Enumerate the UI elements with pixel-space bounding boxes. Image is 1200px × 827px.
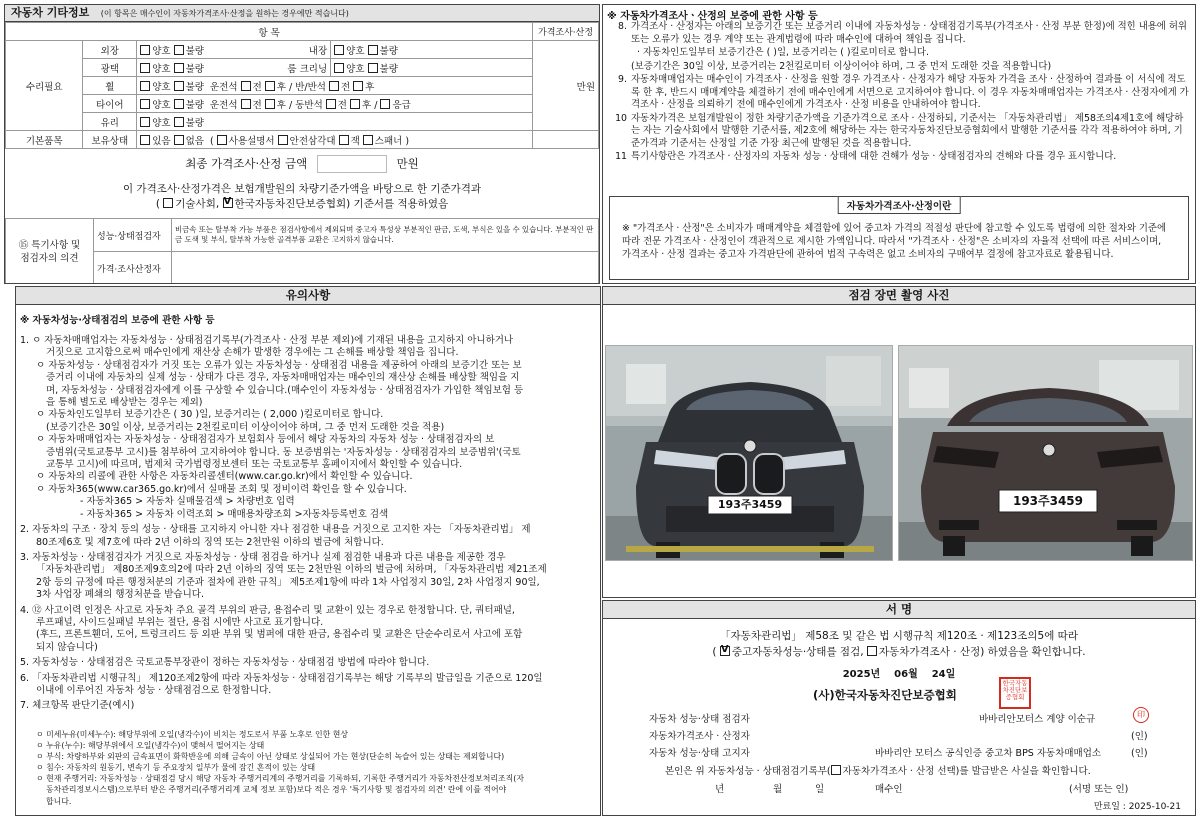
basis-opt1-label: 기술사회 (175, 198, 216, 210)
criteria-line: ㅇ 미세누유(미세누수): 해당부위에 오일(냉각수)이 비치는 정도로서 부품 노후로 인한 현상 (36, 730, 348, 739)
vehicle-other-info-panel (4, 4, 600, 284)
other-info-table: 항 목 가격조사·산정 수리필요 외장 양호 불량 내장 양호 불량 만원 광택 양호 불량 룸 크리닝 양호 불량 휠 양호 불량 운전석 전 후 / 반/반석 전 후 타이어 양호 불량 운전석 전 후 / 동반석 전 후 / 응급 유리 양호 불량 기본품목 보유상태 있음 없음 ( 사용설명서 안전삼각대 잭 스패너 ) (5, 22, 599, 149)
good-label: 양호 (346, 45, 365, 57)
interior-label: 내장 (308, 45, 328, 57)
price-assessor-seal: (인) (1131, 731, 1148, 742)
legal-line2: ( V중고자동차성능·상태를 점검, 자동차가격조사 · 산정) 하였음을 확인합니다. (603, 644, 1195, 659)
panel-note: (이 항목은 매수인이 자동차가격조사·산정을 원하는 경우에만 적습니다) (100, 9, 349, 18)
notices-subtitle: ※ 자동차성능·상태점검의 보증에 관한 사항 등 (20, 315, 215, 326)
front-car-photo (605, 345, 893, 561)
inspection-photos-panel (602, 286, 1196, 598)
good-label: 양호 (152, 45, 171, 57)
issue-a: 본인은 위 자동차성능 · 상태점검기록부( (665, 766, 831, 777)
possession-label: 보유상태 (83, 131, 137, 149)
have-label: 있음 (152, 135, 171, 147)
notices-panel (15, 286, 601, 816)
wheel-front-r-checkbox[interactable] (329, 81, 339, 91)
inspector-value: 바바리안모터스 계양 이순규 (979, 714, 1096, 725)
notice-line: ㅇ 자동차매매업자는 자동차성능 · 상태점검자가 보험회사 등에서 해당 자동차의 자동차 성능 · 상태점검자의 보 (36, 434, 495, 446)
buyer-sign: (서명 또는 인) (1069, 784, 1129, 795)
rear-label: 후 (362, 99, 372, 111)
notice-line: 2항 등의 규정에 따른 행정처분의 기준과 절차에 관한 규칙」 제5조제1항에 따라 1차 사업정지 30일, 2차 사업정지 90일, (36, 576, 540, 588)
good-label: 양호 (152, 117, 171, 129)
issue-b: 자동차가격조사 · 산정 선택)를 발급받은 사실을 확인합니다. (842, 766, 1091, 777)
exterior-bad-checkbox[interactable] (174, 45, 184, 55)
panel-title: 자동차 기타정보 (11, 6, 90, 19)
price-check-checkbox[interactable] (867, 646, 877, 656)
notice-line: 5. 자동차성능 · 상태점검은 국토교통부장관이 정하는 자동차성능 · 상태점검 방법에 따라야 합니다. (20, 657, 430, 669)
room-bad-checkbox[interactable] (368, 63, 378, 73)
notice-line: 3차 사업장 폐쇄의 행정처분을 받습니다. (36, 589, 204, 601)
notice-line: ㅇ 자동차365(www.car365.go.kr)에서 실매물 조회 및 정비이력 확인을 할 수 있습니다. (36, 483, 407, 495)
tire-spare-checkbox[interactable] (380, 99, 390, 109)
buyer-day: 일 (815, 784, 825, 795)
jack-checkbox[interactable] (339, 135, 349, 145)
issue-confirm (665, 763, 1091, 777)
tire-good-checkbox[interactable] (140, 99, 150, 109)
final-amount-row (5, 155, 599, 173)
buyer-label: 매수인 (875, 784, 903, 795)
notifier-value: 바바리안 모터스 공식인증 중고차 BPS 자동차매매업소 (875, 748, 1102, 759)
rear-car-illustration (899, 346, 1193, 561)
panel-title: 유의사항 (16, 287, 600, 305)
wheel-front-l-checkbox[interactable] (241, 81, 251, 91)
basis-text: 이 가격조사·산정가격은 보험개발원의 차량기준가액을 바탕으로 한 기준가격과 ( 기술사회, V한국자동차진단보증협회) 기준서를 적용하였음 (5, 182, 599, 212)
bad-label: 불량 (185, 45, 204, 57)
line2b: 자동차가격조사 · 산정) 하였음을 확인합니다. (878, 646, 1086, 658)
final-amount-input[interactable] (317, 155, 387, 173)
notice-line: 이내에 이루어진 자동차 성능 · 상태점검으로 한정합니다. (36, 684, 272, 696)
safety-label: 안전삼각대 (289, 135, 336, 147)
guarantee-list (611, 21, 1189, 165)
notice-line: 3. 자동차성능 · 상태점검자가 거짓으로 자동차성능 · 상태 점검을 하거나 실제 점검한 내용과 다른 내용을 제공한 경우 (20, 551, 506, 563)
org-name: (사)한국자동차진단보증협회 (813, 688, 957, 702)
notice-line: 거짓으로 고지함으로써 매수인에게 재산상 손해가 발생한 경우에는 그 손해를 배상할 책임을 집니다. (46, 347, 459, 359)
inspector-seal-icon: 印 (1133, 707, 1149, 723)
spanner-checkbox[interactable] (363, 135, 373, 145)
tire-rear-r-checkbox[interactable] (350, 99, 360, 109)
wheel-rear-l-checkbox[interactable] (265, 81, 275, 91)
price-inspector-note[interactable] (172, 252, 599, 285)
year-unit: 년 (870, 669, 881, 680)
item-number (611, 47, 631, 60)
item-text: (보증기간은 30일 이상, 보증거리는 2천킬로미터 이상이어야 하며, 그 중 먼저 도래한 것을 적용합니다) (631, 60, 1052, 72)
month-unit: 월 (908, 669, 918, 680)
item-text: 특기사항란은 가격조사 · 산정자의 자동차 성능 · 상태에 대한 견해가 성능 · 상태점검자의 견해와 다를 경우 표시합니다. (631, 151, 1117, 162)
notice-line: 4. ⑫ 사고이력 인정은 사고로 자동차 주요 골격 부위의 판금, 용접수리 및 교환이 있는 경우로 한정합니다. 단, 쿼터패널, (20, 604, 515, 616)
item-text: 가격조사 · 산정자는 아래의 보증기간 또는 보증거리 이내에 자동차성능 · 상태점검기록부(가격조사 · 산정 부분 한정)에 적힌 내용에 허위 또는 오류가 있는 경우 계약 또는 관계법령에 따라 매수인에 대하여 책임을 집니다. (631, 21, 1187, 45)
bad-label: 불량 (185, 117, 204, 129)
tire-front-r-checkbox[interactable] (326, 99, 336, 109)
passenger-label: 반/반석 (295, 81, 326, 93)
glass-good-checkbox[interactable] (140, 117, 150, 127)
gloss-good-checkbox[interactable] (140, 63, 150, 73)
perf-inspector-label: 성능·상태점검자 (94, 219, 172, 252)
final-amount-label: 최종 가격조사·산정 금액 (185, 156, 308, 171)
criteria-line: 동차관리정보시스템)으로부터 받은 주행거리(주행거리계 교체 정보 포함)보다 적은 경우 '특기사항 및 점검자의 의견' 란에 이를 적어야 (46, 785, 507, 795)
day-unit: 일 (945, 669, 956, 680)
notice-line: ㅇ 자동차성능 · 상태점검자가 거짓 또는 오류가 있는 자동차성능 · 상태점검 내용을 제공하여 아래의 보증기간 또는 보 (36, 359, 522, 371)
notice-line: 며, 자동차성능 · 상태점검자에게 이를 구상할 수 있습니다.(매수인이 자동차성능 · 상태점검자가 가입한 책임보험 등 (46, 384, 524, 396)
wheel-bad-checkbox[interactable] (174, 81, 184, 91)
perf-check-checkbox[interactable] (720, 646, 730, 656)
definition-body: ※ "가격조사 · 산정"은 소비자가 매매계약을 체결함에 있어 중고차 가격의 적절성 판단에 참고할 수 있도록 법령에 의한 절차와 기준에 따라 전문 가격조사 · 산정인이 객관적으로 제시한 가액입니다. 따라서 "가격조사 · 산정"은 소비자의 자율적 선택에 따른 서비스이며, 가격조사 · 산정 결과는 중고자 가격판단에 관하여 법적 구속력은 없고 소비자의 구매여부 결정에 참고자료로 활용됩니다. (622, 223, 1167, 260)
list-item (611, 151, 1189, 164)
panel-header (5, 5, 599, 22)
panel-title: 서 명 (603, 601, 1195, 619)
good-label: 양호 (152, 63, 171, 75)
notice-line: 증거리 이내에 자동차의 실제 성능 · 상태가 다른 경우, 자동차매매업자는 매수인의 재산상 손해를 배상할 책임을 지 (46, 372, 520, 384)
gloss-bad-checkbox[interactable] (174, 63, 184, 73)
item-text: · 자동차인도일부터 보증기간은 ( )일, 보증거리는 ( )킬로미터로 합니다. (637, 47, 929, 58)
buyer-year: 년 (715, 784, 725, 795)
rear-label: 후 (276, 81, 286, 93)
repair-label: 수리필요 (6, 41, 83, 131)
tire-front-l-checkbox[interactable] (241, 99, 251, 109)
wheel-rear-r-checkbox[interactable] (353, 81, 363, 91)
rear-label: 후 (276, 99, 286, 111)
good-label: 양호 (152, 81, 171, 93)
criteria-line: ㅇ 누유(누수): 해당부위에서 오일(냉각수)이 맺혀서 떨어지는 상태 (36, 741, 265, 751)
item-text: 자동차가격은 보험개발원이 정한 차량기준가액을 기준가격으로 조사 · 산정하되, 기준서는 「자동차관리법」 제58조의4제1호에 해당하는 자는 기술사회에서 발행한 기준서를, 제2호에 해당하는 자는 한국자동차진단보증협회에서 발행한 기준서를 각각 적용하여야 하며, 기준가격과 기준서는 산정일 기준 가장 최근에 발행된 것을 적용합니다. (631, 112, 1184, 149)
interior-good-checkbox[interactable] (334, 45, 344, 55)
front-label: 전 (252, 81, 262, 93)
inspector-label: 자동차 성능·상태 점검자 (649, 714, 750, 725)
notice-line: 2. 자동차의 구조 · 장치 등의 성능 · 상태를 고지하지 아니한 자나 점검한 내용을 거짓으로 고지한 자는 「자동차관리법」 제 (20, 524, 531, 536)
panel-title: 점검 장면 촬영 사진 (603, 287, 1195, 305)
rear-label: 후 (365, 81, 375, 93)
tire-rear-l-checkbox[interactable] (265, 99, 275, 109)
list-item (611, 47, 1189, 60)
criteria-line: ㅇ 부식: 차량하부와 외판의 금속표면이 화학반응에 의해 금속이 아닌 상태로 상실되어 가는 현상(단순히 녹슬어 있는 상태는 제외합니다) (36, 752, 505, 762)
special-label-line1: ⑮ 특기사항 및 (18, 239, 81, 251)
notice-line: 을 통해 별도로 배상받는 경우는 제외) (46, 397, 203, 409)
expiry-date: 만료일 : 2025-10-21 (1093, 802, 1181, 812)
repair-price: 만원 (533, 41, 599, 131)
notices-body (20, 335, 596, 713)
front-label: 전 (340, 81, 351, 93)
notice-line: ㅇ 자동차의 리콜에 관한 사항은 자동차리콜센터(www.car.go.kr)에서 확인할 수 있습니다. (36, 471, 413, 483)
notice-line: 80조제6호 및 제7호에 따라 2년 이하의 징역 또는 2천만원 이하의 벌금에 처합니다. (36, 536, 384, 548)
panel-title: ※ 자동차가격조사ㆍ산정의 보증에 관한 사항 등 (607, 11, 818, 22)
basic-items-label: 기본품목 (6, 131, 83, 149)
bad-label: 불량 (185, 81, 204, 93)
list-item (611, 113, 1189, 151)
bad-label: 불량 (379, 45, 398, 57)
glass-label: 유리 (83, 113, 137, 131)
notifier-seal: (인) (1131, 748, 1148, 759)
item-number: 11 (615, 151, 627, 162)
basis-tail: 기준서를 적용하였음 (353, 198, 449, 210)
notice-line: 루프패널, 사이드실패널 부위는 절단, 용접 시에만 사고로 표기합니다. (36, 616, 324, 628)
rear-plate: 193주3459 (1012, 494, 1084, 508)
sign-year: 2025 (842, 669, 871, 680)
glass-bad-checkbox[interactable] (174, 117, 184, 127)
col-price: 가격조사·산정 (533, 23, 599, 41)
notice-line: 교통부 고시)에 따르며, 법제처 국가법령정보센터 또는 국토교통부 홈페이지에서 확인할 수 있습니다. (46, 459, 463, 471)
gloss-label: 광택 (83, 59, 137, 77)
notice-line: - 자동차365 > 자동차 실매물검색 > 차량번호 입력 (80, 496, 295, 508)
none-label: 없음 (185, 135, 204, 147)
list-item (611, 61, 1189, 74)
criteria-line: ㅇ 현재 주행거리: 자동차성능 · 상태점검 당시 해당 자동차 주행거리계의 주행거리를 기록하되, 기록한 주행거리가 자동차전산정보처리조직(자 (36, 774, 524, 784)
issue-price-checkbox[interactable] (831, 765, 841, 775)
notice-line: 되지 않습니다) (36, 641, 98, 653)
notice-line: 7. 체크항목 판단기준(예시) (20, 700, 135, 712)
rear-car-photo (898, 345, 1193, 561)
notice-line: ㅇ 자동차인도일부터 보증기간은 ( 30 )일, 보증거리는 ( 2,000 )킬로미터로 합니다. (36, 409, 384, 421)
wheel-good-checkbox[interactable] (140, 81, 150, 91)
special-label-line2: 점검자의 의견 (20, 252, 79, 264)
col-items: 항 목 (6, 23, 533, 41)
notice-line: 1. ㅇ 자동차매매업자는 자동차성능 · 상태점검기록부(가격조사 · 산정 부분 제외)에 기재된 내용을 고지하지 아니하거나 (20, 335, 514, 346)
item-number (611, 61, 631, 74)
buyer-month: 월 (773, 784, 783, 795)
tire-bad-checkbox[interactable] (174, 99, 184, 109)
good-label: 양호 (152, 99, 171, 111)
tire-label: 타이어 (83, 95, 137, 113)
front-car-illustration (606, 346, 893, 561)
wheel-label: 휠 (83, 77, 137, 95)
passenger-label: 동반석 (295, 99, 323, 111)
org-seal-icon: 한국자동차진단보증협회 (999, 677, 1031, 709)
basis-opt1-checkbox[interactable] (163, 198, 173, 208)
price-inspector-label: 가격·조사산정자 (94, 252, 172, 285)
notice-line: (보증기간은 30일 이상, 보증거리는 2천킬로미터 이상이어야 하며, 그 중 먼저 도래한 것을 적용) (46, 421, 445, 433)
special-notes-table (5, 218, 599, 284)
room-cleaning-label: 룸 크리닝 (287, 63, 328, 75)
price-guarantee-panel (602, 4, 1196, 284)
jack-label: 잭 (350, 135, 360, 147)
special-label (6, 219, 94, 285)
exterior-label: 외장 (83, 41, 137, 59)
none-checkbox[interactable] (174, 135, 184, 145)
sign-day: 24 (931, 669, 946, 680)
manual-checkbox[interactable] (217, 135, 227, 145)
bad-label: 불량 (185, 99, 204, 111)
notice-line: 6. 「자동차관리법 시행규칙」 제120조제2항에 따라 자동차성능 · 상태점검기록부는 해당 기록부의 발급일을 기준으로 120일 (20, 672, 543, 684)
front-label: 전 (337, 99, 347, 111)
have-checkbox[interactable] (140, 135, 150, 145)
perf-inspector-note: 비금속 또는 탈부착 가능 부품은 점검사항에서 제외되며 중고자 특성상 부분적인 판금, 도색, 부식은 있을 수 있습니다. 부분적인 판금 도색 및 부식, 탈부착 가능한 골격부품 교환은 고지하지 않습니다. (172, 219, 599, 252)
front-plate: 193주3459 (717, 498, 783, 511)
list-item (611, 21, 1189, 46)
item-text: 자동차매매업자는 매수인이 가격조사 · 산정을 원할 경우 가격조사 · 산정자가 해당 자동차 가격을 조사 · 산정하여 결과를 이 서식에 적도록 한 후, 반드시 매매계약을 체결하기 전에 매수인에게 서면으로 고지하여야 합니다. 이 경우 자동차매매업자는 가격조사 · 산정자에게 가격조사 · 산정을 의뢰하기 전에 매수인에게 가격조사 · 산정 비용을 안내하여야 합니다. (631, 74, 1189, 110)
basis-opt2-label: 한국자동차진단보증협회 (234, 198, 347, 210)
notice-line: - 자동차365 > 자동차 이력조회 > 매매용차량조회 >자동차등록번호 검색 (80, 508, 389, 520)
price-assessor-label: 자동차가격조사 · 산정자 (649, 731, 750, 742)
basis-opt2-checkbox[interactable] (223, 198, 233, 208)
criteria-list (36, 729, 596, 807)
front-label: 전 (252, 99, 262, 111)
criteria-line: ㅇ 침수: 자동차의 원동기, 변속기 등 주요장치 일부가 물에 잠긴 흔적이 있는 상태 (36, 763, 316, 773)
spanner-label: 스패너 (374, 135, 403, 147)
bad-label: 불량 (185, 63, 204, 75)
basis-line1: 이 가격조사·산정가격은 보험개발원의 차량기준가액을 바탕으로 한 기준가격과 (122, 183, 482, 195)
driver-side-label: 운전석 (210, 99, 238, 111)
definition-title: 자동차가격조사·산정이란 (838, 196, 961, 214)
item-number: 8. (618, 21, 627, 32)
room-good-checkbox[interactable] (334, 63, 344, 73)
safety-checkbox[interactable] (278, 135, 288, 145)
legal-line1: 「자동차관리법」 제58조 및 같은 법 시행규칙 제120조 · 제123조의5에 따라 (720, 630, 1078, 642)
sign-date (603, 665, 1195, 680)
bad-label: 불량 (379, 63, 398, 75)
sign-month: 06 (894, 669, 909, 680)
exterior-good-checkbox[interactable] (140, 45, 150, 55)
manual-label: 사용설명서 (228, 135, 275, 147)
item-number: 10 (615, 112, 627, 124)
notice-line: (후드, 프론트휀더, 도어, 트렁크리드 등 외판 부위 및 범퍼에 대한 판금, 용접수리 및 교환은 단순수리로서 사고에 포함 (36, 629, 523, 641)
driver-side-label: 운전석 (210, 81, 238, 93)
notifier-label: 자동차 성능·상태 고지자 (649, 748, 750, 759)
spare-label: 응급 (392, 99, 411, 111)
final-amount-unit: 만원 (396, 156, 419, 171)
line2a: 중고자동차성능·상태를 점검, (731, 646, 864, 658)
good-label: 양호 (346, 63, 365, 75)
definition-box (609, 196, 1189, 280)
notice-line: 「자동차관리법」 제80조제9호의2에 따라 2년 이하의 징역 또는 2천만원 이하의 벌금에 처하며, 「자동차관리법 제21조제 (36, 564, 547, 576)
criteria-line: 합니다. (46, 796, 72, 806)
item-number: 9. (618, 74, 627, 85)
interior-bad-checkbox[interactable] (368, 45, 378, 55)
signature-panel (602, 600, 1196, 816)
notice-line: 증범위(국토교통부 고시)를 첨부하여 고지하여야 합니다. 동 보증범위는 '자동차성능 · 상태점검자의 보증범위'(국토 (46, 446, 521, 458)
list-item (611, 74, 1189, 112)
